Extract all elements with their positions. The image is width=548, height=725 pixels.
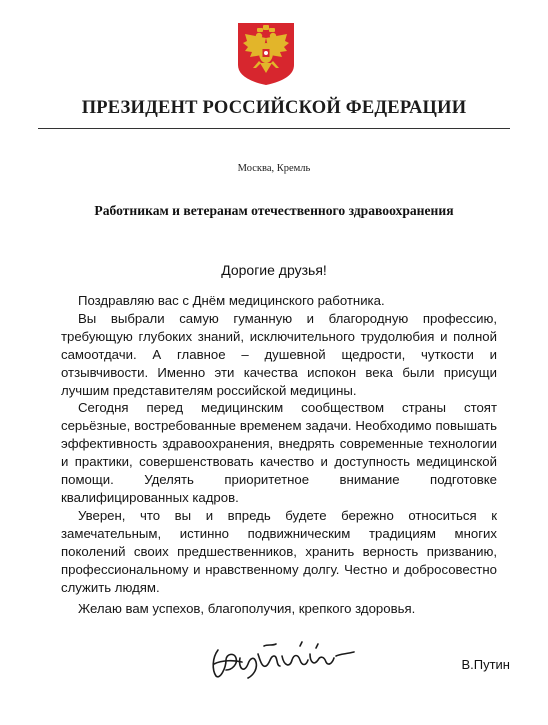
letter-paragraph: Вы выбрали самую гуманную и благородную профессию, требующую глубоких знаний, исключительного трудолюбия и полной самоотдачи. А главное – душевной щедрости, чуткости и отзывчивости. Именно эти качества испокон века были присущи лучшим представителям российской медицины. <box>61 310 497 398</box>
letter-location: Москва, Кремль <box>237 163 311 174</box>
coat-of-arms-icon <box>236 21 296 87</box>
letter-addressee: Работникам и ветеранам отечественного здравоохранения <box>94 203 454 218</box>
letterhead-title: ПРЕЗИДЕНТ РОССИЙСКОЙ ФЕДЕРАЦИИ <box>81 98 467 118</box>
letter-paragraph: Уверен, что вы и впредь будете бережно относиться к замечательным, истинно подвижническим традициям многих поколений своих предшественников, хранить верность призванию, профессиональному и нравственному долгу. Честно и добросовестно служить людям. <box>61 507 497 595</box>
letter-closing: Желаю вам успехов, благополучия, крепкого здоровья. <box>78 601 416 616</box>
handwritten-signature <box>204 638 364 682</box>
letter-greeting: Дорогие друзья! <box>221 262 327 278</box>
letter-body <box>61 292 497 596</box>
letter-paragraph: Сегодня перед медицинским сообществом страны стоят серьёзные, востребованные временем задачи. Необходимо повышать эффективность здравоохранения, внедрять современные технологии и практики, совершенствовать качество и доступность медицинской помощи. Уделять приоритетное внимание подготовке квалифицированных кадров. <box>61 400 497 505</box>
letter-paragraph: Поздравляю вас с Днём медицинского работника. <box>78 293 385 308</box>
signer-name: В.Путин <box>461 657 510 672</box>
letterhead-divider <box>38 128 510 129</box>
